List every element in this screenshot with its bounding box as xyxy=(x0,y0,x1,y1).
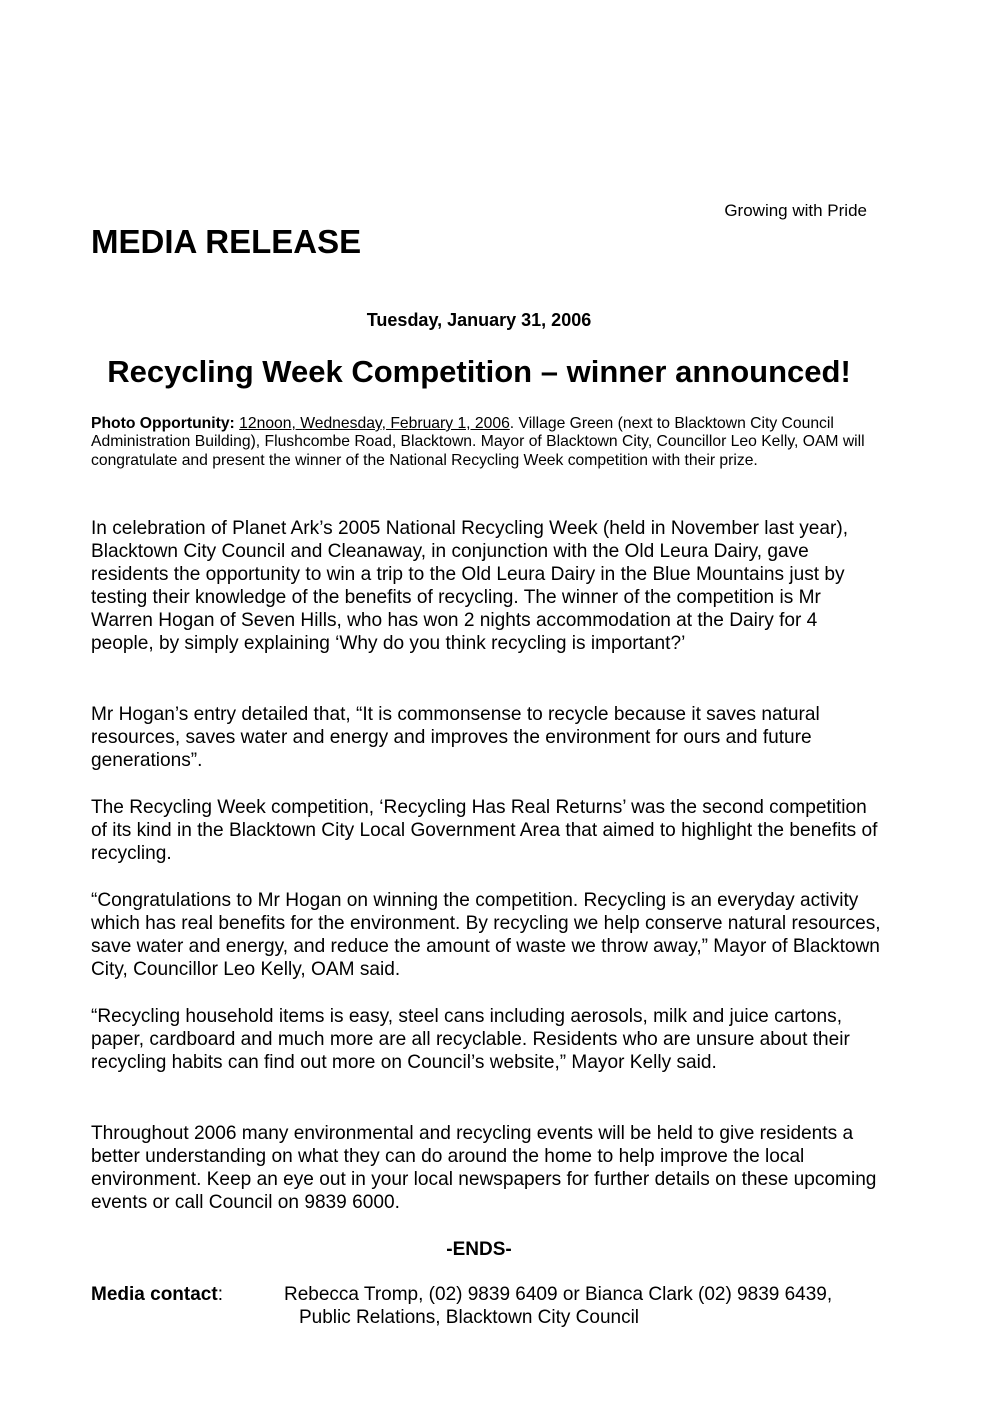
body-paragraph-5: “Recycling household items is easy, steel cans including aerosols, milk and juice cartons, paper, cardboard and much more are all recyclable. Residents who are unsure about their recycling habits can find out more on Council’s website,” Mayor Kelly said. xyxy=(91,1006,850,1073)
body-paragraph-1: In celebration of Planet Ark’s 2005 National Recycling Week (held in November last year), Blacktown City Council and Cleanaway, in conjunction with the Old Leura Dairy, gave residents the opportunity to win a trip to the Old Leura Dairy in the Blue Mountains just by testing their knowledge of the benefits of recycling. The winner of the competition is Mr Warren Hogan of Seven Hills, who has won 2 nights accommodation at the Dairy for 4 people, by simply explaining ‘Why do you think recycling is important?’ xyxy=(91,518,849,654)
photo-opportunity-time: 12noon, Wednesday, February 1, 2006 xyxy=(239,415,510,432)
tagline: Growing with Pride xyxy=(724,201,867,220)
body-paragraph-6: Throughout 2006 many environmental and recycling events will be held to give residents a better understanding on what they can do around the home to help improve the local environment. Keep an eye out in your local newspapers for further details on these upcoming events or call Council on 9839 6000. xyxy=(91,1123,877,1213)
ends-marker: -ENDS- xyxy=(446,1239,512,1260)
release-date: Tuesday, January 31, 2006 xyxy=(366,310,592,330)
body-paragraph-4: “Congratulations to Mr Hogan on winning the competition. Recycling is an everyday activity which has real benefits for the environment. By recycling we help conserve natural resources, save water and energy, and reduce the amount of waste we throw away,” Mayor of Blacktown City, Councillor Leo Kelly, OAM said. xyxy=(91,890,881,980)
photo-opportunity-label: Photo Opportunity: xyxy=(91,415,235,432)
media-contact-colon: : xyxy=(217,1284,223,1305)
media-contact-details xyxy=(284,1283,884,1329)
media-contact-line-2: Public Relations, Blacktown City Council xyxy=(299,1307,640,1328)
media-contact-line-1: Rebecca Tromp, (02) 9839 6409 or Bianca Clark (02) 9839 6439, xyxy=(284,1284,833,1305)
photo-opportunity-paragraph xyxy=(91,415,881,470)
headline: Recycling Week Competition – winner announced! xyxy=(107,354,851,389)
media-contact-label xyxy=(91,1283,223,1306)
media-contact-label-text: Media contact xyxy=(91,1284,218,1305)
document-type-heading: MEDIA RELEASE xyxy=(91,223,362,260)
body-paragraph-3: The Recycling Week competition, ‘Recycling Has Real Returns’ was the second competition of its kind in the Blacktown City Local Government Area that aimed to highlight the benefits of recycling. xyxy=(91,797,878,864)
body-paragraph-2: Mr Hogan’s entry detailed that, “It is commonsense to recycle because it saves natural resources, saves water and energy and improves the environment for ours and future generations”. xyxy=(91,704,820,771)
photo-opportunity-details: . Village Green (next to Blacktown City Council Administration Building), Flushcombe Road, Blacktown. Mayor of Blacktown City, Councillor Leo Kelly, OAM will congratulate and present the winner of the National Recycling Week competition with their prize. xyxy=(91,415,865,469)
